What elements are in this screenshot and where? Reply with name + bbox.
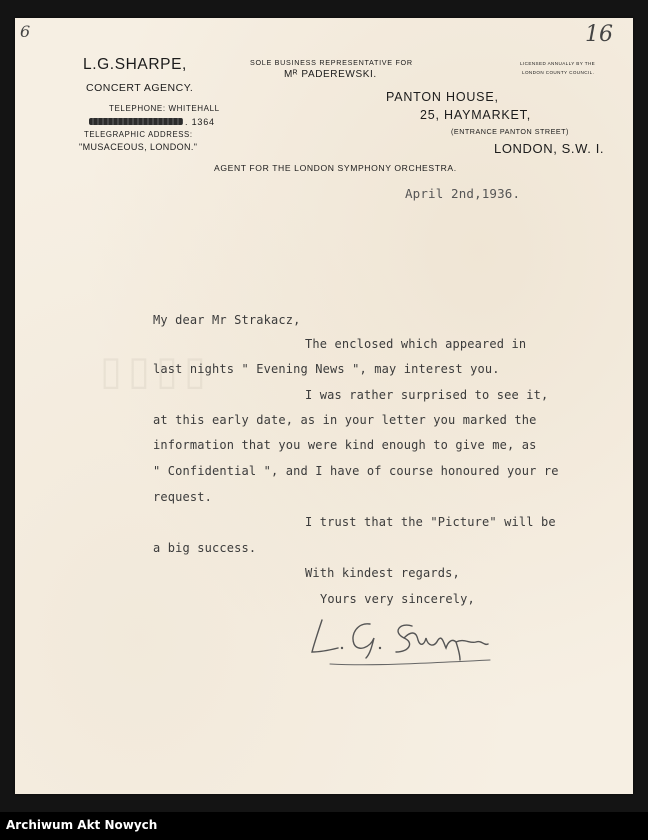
faint-watermark-stamp: ▯▯▯▯: [100, 348, 213, 394]
body-line-5: information that you were kind enough to give me, as: [153, 438, 537, 452]
body-line-6: " Confidential ", and I have of course honoured your re: [153, 464, 559, 478]
representative-name: Mᴿ PADEREWSKI.: [284, 69, 377, 80]
licence-line-2: LONDON COUNTY COUNCIL.: [522, 70, 595, 75]
agent-line: AGENT FOR THE LONDON SYMPHONY ORCHESTRA.: [214, 163, 457, 173]
company-subtitle: CONCERT AGENCY.: [86, 82, 194, 94]
address-line-3: (ENTRANCE PANTON STREET): [451, 127, 569, 136]
telegraphic-address: "MUSACEOUS, LONDON.": [79, 142, 198, 152]
body-line-2: last nights " Evening News ", may interest you.: [153, 362, 500, 376]
body-line-8: I trust that the "Picture" will be: [305, 515, 556, 529]
archive-footer-bar: [0, 812, 648, 840]
closing-line: With kindest regards,: [305, 566, 460, 580]
struck-out-exchange: [89, 118, 183, 125]
folio-number: 16: [585, 22, 613, 47]
telephone-label: TELEPHONE: WHITEHALL: [109, 104, 220, 113]
body-line-9: a big success.: [153, 541, 257, 555]
representative-label: SOLE BUSINESS REPRESENTATIVE FOR: [250, 58, 413, 67]
handwritten-signature: [300, 608, 515, 670]
telephone-number: . 1364: [185, 117, 215, 127]
address-line-4: LONDON, S.W. I.: [494, 141, 605, 156]
address-line-2: 25, HAYMARKET,: [420, 108, 531, 122]
letter-date: April 2nd,1936.: [405, 186, 521, 201]
salutation: My dear Mr Strakacz,: [153, 313, 301, 327]
corner-handwritten-mark: 6: [20, 22, 31, 41]
valediction: Yours very sincerely,: [320, 592, 475, 606]
body-line-1: The enclosed which appeared in: [305, 337, 527, 351]
licence-line-1: LICENSED ANNUALLY BY THE: [520, 61, 596, 66]
telegraphic-label: TELEGRAPHIC ADDRESS:: [84, 130, 193, 139]
archive-label: Archiwum Akt Nowych: [6, 818, 158, 832]
company-name: L.G.SHARPE,: [83, 56, 187, 73]
body-line-7: request.: [153, 490, 212, 504]
body-line-4: at this early date, as in your letter you marked the: [153, 413, 537, 427]
body-line-3: I was rather surprised to see it,: [305, 388, 549, 402]
address-line-1: PANTON HOUSE,: [386, 90, 499, 104]
